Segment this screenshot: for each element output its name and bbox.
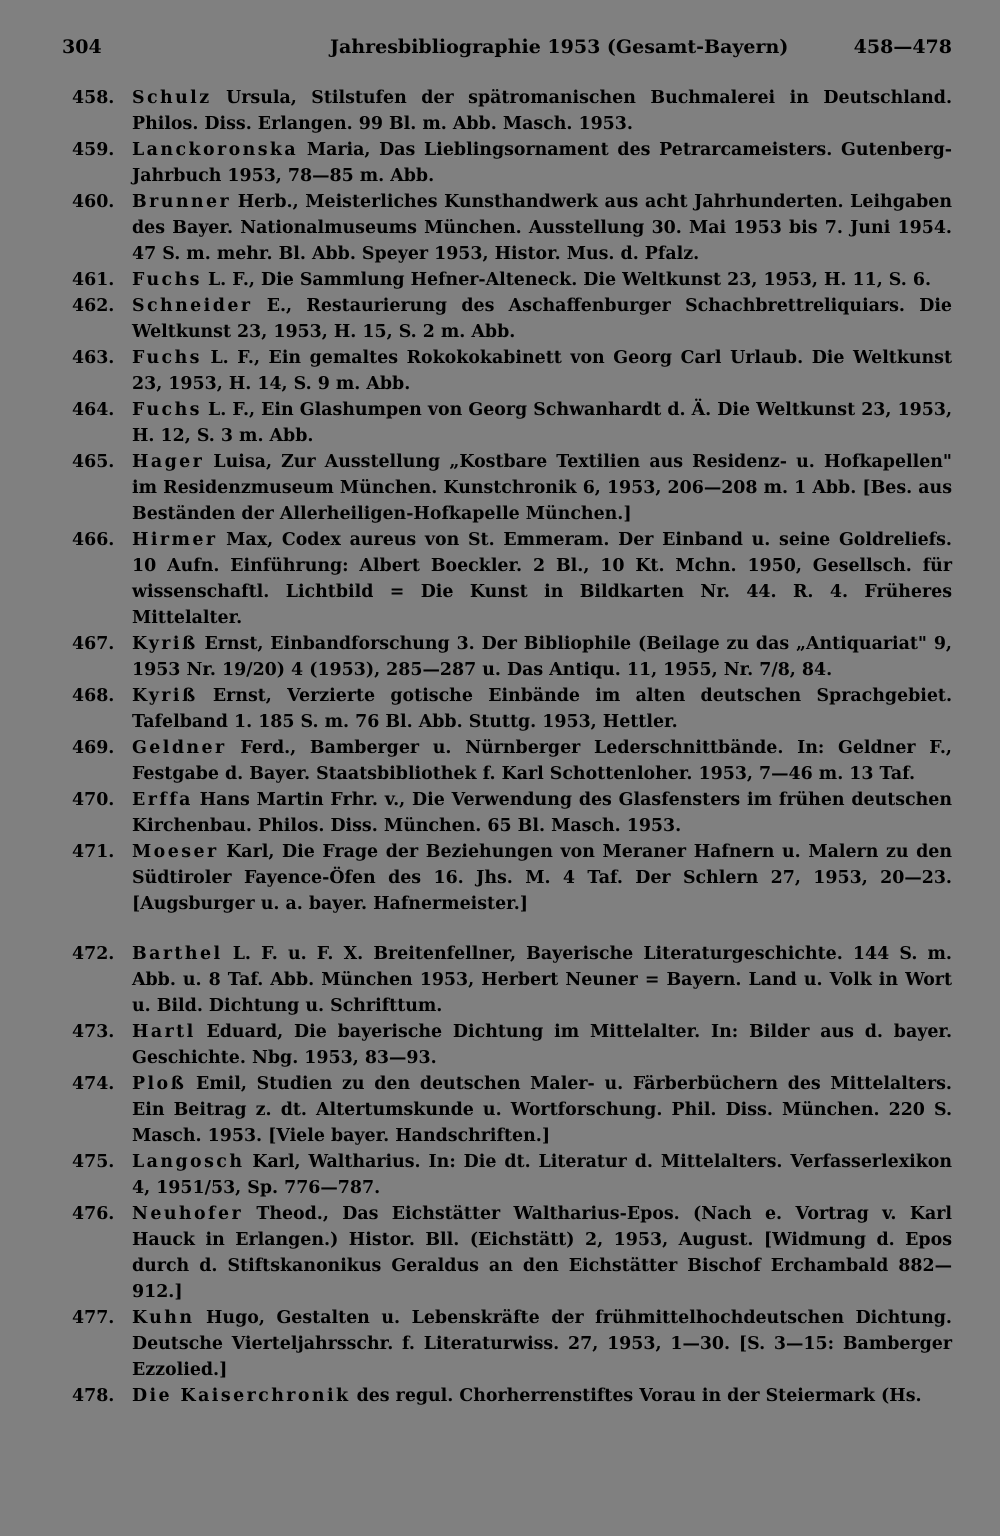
entry-text	[132, 1149, 952, 1201]
entry-citation: Herb., Meisterliches Kunsthandwerk aus acht Jahrhunderten. Leihgaben des Bayer. Nationalmuseums München. Ausstellung 30. Mai 1953 bis 7. Juni 1954. 47 S. m. mehr. Bl. Abb. Speyer 1953, Histor. Mus. d. Pfalz.	[132, 192, 952, 264]
entry-citation: E., Restaurierung des Aschaffenburger Schachbrettreliquiars. Die Weltkunst 23, 1953, H. 15, S. 2 m. Abb.	[132, 296, 952, 342]
entry-citation: L. F., Ein Glashumpen von Georg Schwanhardt d. Ä. Die Weltkunst 23, 1953, H. 12, S. 3 m. Abb.	[132, 400, 952, 446]
entry-text	[132, 267, 952, 293]
entry-citation: Ferd., Bamberger u. Nürnberger Lederschnittbände. In: Geldner F., Festgabe d. Bayer. Staatsbibliothek f. Karl Schottenloher. 1953, 7—46 m. 13 Taf.	[132, 738, 952, 784]
entry-number: 458.	[72, 88, 115, 108]
entry-author: Moeser	[132, 842, 219, 862]
entry-number: 469.	[72, 738, 115, 758]
bibliography-entry	[72, 839, 952, 917]
entry-author: Fuchs	[132, 270, 202, 290]
entry-author: Fuchs	[132, 348, 202, 368]
entry-text	[132, 1201, 952, 1305]
bibliography-entry	[72, 1071, 952, 1149]
bibliography-entry	[72, 527, 952, 631]
entry-number: 465.	[72, 452, 115, 472]
entry-author: Hager	[132, 452, 205, 472]
entry-citation: Karl, Die Frage der Beziehungen von Meraner Hafnern u. Malern zu den Südtiroler Fayence-Öfen des 16. Jhs. M. 4 Taf. Der Schlern 27, 1953, 20—23. [Augsburger u. a. bayer. Hafnermeister.]	[132, 842, 952, 914]
bibliography-entry	[72, 1305, 952, 1383]
entry-number: 463.	[72, 348, 115, 368]
entry-author: Hartl	[132, 1022, 196, 1042]
entry-citation: Maria, Das Lieblingsornament des Petrarcameisters. Gutenberg-Jahrbuch 1953, 78—85 m. Abb.	[132, 140, 952, 186]
entry-citation: L. F., Die Sammlung Hefner-Alteneck. Die Weltkunst 23, 1953, H. 11, S. 6.	[201, 270, 932, 290]
entry-citation: Hans Martin Frhr. v., Die Verwendung des Glasfensters im frühen deutschen Kirchenbau. Philos. Diss. München. 65 Bl. Masch. 1953.	[132, 790, 952, 836]
entry-number: 460.	[72, 192, 115, 212]
entry-author: Kuhn	[132, 1308, 195, 1328]
entry-citation: Ursula, Stilstufen der spätromanischen Buchmalerei in Deutschland. Philos. Diss. Erlangen. 99 Bl. m. Abb. Masch. 1953.	[132, 88, 952, 134]
entry-citation: Hugo, Gestalten u. Lebenskräfte der frühmittelhochdeutschen Dichtung. Deutsche Vierteljahrsschr. f. Literaturwiss. 27, 1953, 1—30. [S. 3—15: Bamberger Ezzolied.]	[132, 1308, 952, 1380]
bibliography-entry	[72, 449, 952, 527]
entry-number: 464.	[72, 400, 115, 420]
bibliography-list	[72, 85, 952, 1409]
entry-text	[132, 345, 952, 397]
section-gap	[72, 917, 952, 941]
entry-number: 475.	[72, 1152, 115, 1172]
entry-author: Langosch	[132, 1152, 245, 1172]
entry-text	[132, 527, 952, 631]
page-number: 304	[62, 36, 102, 58]
entry-number: 477.	[72, 1308, 115, 1328]
entry-text	[132, 839, 952, 917]
entry-citation: L. F., Ein gemaltes Rokokokabinett von Georg Carl Urlaub. Die Weltkunst 23, 1953, H. 14, S. 9 m. Abb.	[132, 348, 952, 394]
bibliography-entry	[72, 631, 952, 683]
entry-text	[132, 397, 952, 449]
bibliography-entry	[72, 941, 952, 1019]
entry-citation: Theod., Das Eichstätter Waltharius-Epos. (Nach e. Vortrag v. Karl Hauck in Erlangen.) Histor. Bll. (Eichstätt) 2, 1953, August. [Widmung d. Epos durch d. Stiftskanonikus Geraldus an den Eichstätter Bischof Erchambald 882—912.]	[132, 1204, 952, 1302]
bibliography-entry	[72, 1383, 952, 1409]
running-title: Jahresbibliographie 1953 (Gesamt-Bayern)	[330, 36, 789, 58]
entry-author: Erffa	[132, 790, 193, 810]
entry-number: 459.	[72, 140, 115, 160]
entry-number: 474.	[72, 1074, 115, 1094]
entry-number: 476.	[72, 1204, 115, 1224]
entry-author: Hirmer	[132, 530, 218, 550]
entry-citation: L. F. u. F. X. Breitenfellner, Bayerische Literaturgeschichte. 144 S. m. Abb. u. 8 Taf. Abb. München 1953, Herbert Neuner = Bayern. Land u. Volk in Wort u. Bild. Dichtung u. Schrifttum.	[132, 944, 952, 1016]
bibliography-entry	[72, 345, 952, 397]
entry-number: 470.	[72, 790, 115, 810]
entry-citation: Karl, Waltharius. In: Die dt. Literatur d. Mittelalters. Verfasserlexikon 4, 1951/53, Sp. 776—787.	[132, 1152, 952, 1198]
entry-text	[132, 631, 952, 683]
bibliography-entry	[72, 683, 952, 735]
entry-text	[132, 941, 952, 1019]
bibliography-entry	[72, 1201, 952, 1305]
entry-number: 468.	[72, 686, 115, 706]
entry-author: Neuhofer	[132, 1204, 244, 1224]
entry-author: Barthel	[132, 944, 223, 964]
entry-author: Die Kaiserchronik	[132, 1386, 351, 1406]
entry-number: 471.	[72, 842, 115, 862]
entry-text	[132, 1305, 952, 1383]
bibliography-entry	[72, 1149, 952, 1201]
entry-author: Kyriß	[132, 634, 198, 654]
bibliography-entry	[72, 85, 952, 137]
entry-number: 478.	[72, 1386, 115, 1406]
entry-author: Schulz	[132, 88, 212, 108]
entry-text	[132, 735, 952, 787]
bibliography-entry	[72, 293, 952, 345]
entry-author: Kyriß	[132, 686, 198, 706]
entry-author: Brunner	[132, 192, 232, 212]
entry-number: 472.	[72, 944, 115, 964]
entry-text	[132, 1383, 952, 1409]
entry-text	[132, 137, 952, 189]
entry-author: Fuchs	[132, 400, 202, 420]
entry-text	[132, 449, 952, 527]
entry-text	[132, 293, 952, 345]
bibliography-entry	[72, 735, 952, 787]
entry-text	[132, 85, 952, 137]
bibliography-entry	[72, 787, 952, 839]
bibliography-entry	[72, 397, 952, 449]
entry-citation: Luisa, Zur Ausstellung „Kostbare Textilien aus Residenz- u. Hofkapellen" im Residenzmuseum München. Kunstchronik 6, 1953, 206—208 m. 1 Abb. [Bes. aus Beständen der Allerheiligen-Hofkapelle München.]	[132, 452, 952, 524]
entry-text	[132, 787, 952, 839]
entry-text	[132, 1071, 952, 1149]
entry-author: Lanckoronska	[132, 140, 299, 160]
entry-number: 462.	[72, 296, 115, 316]
entry-citation: Max, Codex aureus von St. Emmeram. Der Einband u. seine Goldreliefs. 10 Aufn. Einführung: Albert Boeckler. 2 Bl., 10 Kt. Mchn. 1950, Gesellsch. für wissenschaftl. Lichtbild = Die Kunst in Bildkarten Nr. 44. R. 4. Früheres Mittelalter.	[132, 530, 952, 628]
entry-number: 466.	[72, 530, 115, 550]
entry-citation: Eduard, Die bayerische Dichtung im Mittelalter. In: Bilder aus d. bayer. Geschichte. Nbg. 1953, 83—93.	[132, 1022, 952, 1068]
entry-citation: des regul. Chorherrenstiftes Vorau in der Steiermark (Hs.	[350, 1386, 922, 1406]
entry-citation: Ernst, Einbandforschung 3. Der Bibliophile (Beilage zu das „Antiquariat" 9, 1953 Nr. 19/20) 4 (1953), 285—287 u. Das Antiqu. 11, 1955, Nr. 7/8, 84.	[132, 634, 952, 680]
bibliography-entry	[72, 189, 952, 267]
entry-author: Ploß	[132, 1074, 187, 1094]
entry-citation: Ernst, Verzierte gotische Einbände im alten deutschen Sprachgebiet. Tafelband 1. 185 S. m. 76 Bl. Abb. Stuttg. 1953, Hettler.	[132, 686, 952, 732]
entry-text	[132, 189, 952, 267]
entry-number: 473.	[72, 1022, 115, 1042]
entry-author: Geldner	[132, 738, 227, 758]
entry-citation: Emil, Studien zu den deutschen Maler- u. Färberbüchern des Mittelalters. Ein Beitrag z. dt. Altertumskunde u. Wortforschung. Phil. Diss. München. 220 S. Masch. 1953. [Viele bayer. Handschriften.]	[132, 1074, 952, 1146]
bibliography-entry	[72, 267, 952, 293]
entry-number: 461.	[72, 270, 115, 290]
entry-range: 458—478	[853, 36, 952, 58]
entry-number: 467.	[72, 634, 115, 654]
entry-text	[132, 1019, 952, 1071]
entry-author: Schneider	[132, 296, 253, 316]
bibliography-entry	[72, 137, 952, 189]
entry-text	[132, 683, 952, 735]
running-header	[62, 36, 952, 70]
bibliography-entry	[72, 1019, 952, 1071]
